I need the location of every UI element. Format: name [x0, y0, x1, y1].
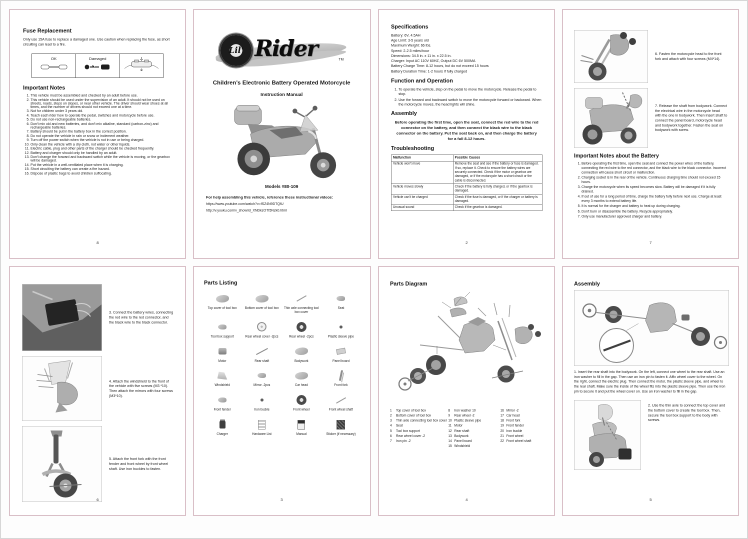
part-icon	[219, 345, 227, 358]
part-item	[283, 369, 320, 387]
motorcycle-product-image	[224, 101, 339, 180]
part-label: Panel board	[332, 359, 350, 363]
part-label: Sticker (if necessary)	[326, 432, 356, 437]
video-link-2[interactable]: http://v.youku.com/v_show/id_XNDkzOTI5Nzk0.html	[206, 209, 288, 213]
legend-item: 3 Thin axle connecting tool box cover	[389, 419, 447, 423]
spec-line: Dimensions: 34.5 in. x 11 in. x 22.5 in.	[390, 53, 451, 58]
part-label: Seat	[337, 306, 345, 310]
part-icon	[336, 394, 347, 407]
important-note-item: 2. This vehicle should be used under the supervision of an adult. It should not be used on streets, roads, steps on slopes, or near other vehicle. The driver should wear shoes at all times, and the number of drivers should not exceed one at a time.	[31, 98, 173, 109]
cover-subtitle: Instruction Manual	[260, 92, 303, 98]
part-label: Iron buckle	[254, 408, 270, 412]
fuse-damaged-cell	[76, 54, 120, 78]
causes-cell: Check if the fuse is damaged, or if the charger or battery is damaged.	[453, 194, 542, 204]
model-number: Models #80-109	[265, 184, 299, 189]
page-specifications	[378, 9, 555, 259]
part-item	[323, 394, 360, 412]
part-icon	[298, 418, 306, 431]
malfunction-cell: Vehicle moves slowly	[391, 184, 453, 194]
page-number: 7	[649, 240, 652, 245]
part-item	[204, 292, 241, 314]
part-icon	[258, 418, 266, 431]
part-label: Mirror -2pcs	[253, 383, 271, 388]
legend-item: 5 Tool box support	[389, 429, 420, 433]
spec-line: Speed: 2-2.5 miles/hour	[390, 48, 429, 53]
important-note-item: 10. Only clean the vehicle with a dry cloth, not water or other liquids.	[31, 143, 173, 147]
part-label: Bodywork	[294, 359, 309, 363]
fuse-intro-text: Only use 15A fuse to replace a damaged one. Use caution when replacing the fuse, as short circuiting can lead to a fire.	[23, 37, 170, 47]
legend-item: 22 Front wheel shaft	[499, 439, 531, 443]
important-note-item: 6. Don't mix old and new batteries, and don't mix alkaline, standard (carbon-zinc) and rechargeable batteries.	[31, 122, 173, 129]
part-icon	[295, 369, 308, 382]
legend-item: 18 Front fork	[499, 419, 520, 423]
part-icon	[220, 418, 226, 431]
specifications-title: Specifications	[390, 24, 428, 30]
part-item	[323, 345, 360, 363]
fuse-ok-icon	[39, 63, 68, 71]
part-label: Plastic sleeve pipe	[328, 334, 355, 339]
parts-legend	[390, 409, 543, 449]
important-note-item: 4. Teach each rider how to operate the pedal, switches and motorcycle before use.	[31, 114, 173, 118]
legend-item: 1 Top cover of tool box	[389, 409, 426, 413]
legend-item: 19 Front fender	[499, 424, 524, 428]
part-icon	[297, 320, 307, 333]
part-label: Rear shaft	[254, 359, 270, 363]
battery-note-item: 6. Don't burn or disassemble the battery. Recycle appropriately.	[581, 210, 727, 214]
important-note-item: 7. Battery should be put in the battery box in the correct position.	[31, 130, 173, 134]
part-item	[283, 418, 320, 436]
table-row	[391, 184, 542, 194]
page-parts-diagram	[378, 266, 555, 516]
part-icon	[297, 394, 307, 407]
step5-text: 5. Attach the front fork with the front fender and front wheel by front wheel shaft. Use iron buckles to fasten.	[109, 456, 169, 471]
legend-item: 7 Iron pin -2	[389, 439, 411, 443]
legend-item: 8 Iron washer 10	[447, 409, 476, 413]
part-item	[244, 394, 281, 412]
part-item	[244, 345, 281, 363]
part-icon	[218, 394, 227, 407]
step7-photo	[574, 88, 648, 148]
important-note-item: 8. Do not operate the vehicle in rain or snow or inclement weather.	[31, 134, 173, 138]
assembly-step2-text: 2. Use the thin axle to connect the top cover and the bottom cover to create the tool box. Then, secure the tool box support to the body with screws.	[647, 403, 725, 423]
part-item	[283, 320, 320, 338]
page-number: 3	[280, 497, 283, 502]
legend-item: 9 Rear wheel -2	[447, 414, 474, 418]
page-number: 8	[96, 240, 99, 245]
part-item	[204, 394, 241, 412]
part-item	[323, 320, 360, 338]
part-label: Charger	[216, 432, 229, 437]
causes-cell: Check if the battery is fully charged, or if the gearbox is damaged.	[453, 184, 542, 194]
part-item	[204, 345, 241, 363]
fuse-replacement-title: Fuse Replacement	[23, 28, 72, 34]
step5-photo	[22, 426, 102, 502]
battery-compartment-image	[23, 285, 102, 351]
legend-item: 14 Panel board	[447, 439, 472, 443]
fuse-holder-icon	[123, 57, 159, 72]
part-item	[323, 418, 360, 436]
manual-pages-grid	[1, 1, 747, 524]
part-icon	[337, 418, 346, 431]
causes-cell: Remove the seat and see if the battery or fuse is damaged. If so, replace it. Check to ensure the battery wires are securely connected. Check if the motor or gearbox are damaged, or if the motorcycle has a short circuit or the cable is disconnected.	[453, 161, 542, 184]
part-label: Front fender	[213, 408, 232, 412]
legend-item: 21 Front wheel	[499, 434, 523, 438]
part-icon	[296, 292, 307, 305]
causes-cell: Check if the gearbox is damaged.	[453, 205, 542, 211]
part-label: Tool box support	[210, 334, 235, 339]
assembly-warning-text: Before operating the first time, open the seat, connect the red wire to the red connector on the battery, and then connect the black wire to the black connector on the battery. Put the seat back on, and then charge the battery for a full 8-12 hours.	[394, 120, 538, 142]
important-note-item: 1. This vehicle must be assembled and checked by an adult before use.	[31, 94, 173, 98]
part-item	[204, 418, 241, 436]
function-operation-title: Function and Operation	[390, 77, 453, 84]
spec-line: Maximum Weight: 66 lbs.	[390, 43, 431, 48]
legend-item: 2 Bottom cover of tool box	[389, 414, 431, 418]
malfunction-cell: Vehicle won't move	[391, 161, 453, 184]
battery-note-item: 7. Only use manufacturer approved charger and battery.	[581, 215, 727, 219]
legend-item: 11 Motor	[447, 424, 463, 428]
spec-line: Battery Charge Time: 8-12 hours, but do not exceed 15 hours	[390, 63, 489, 69]
fuse-holder-cell	[120, 54, 163, 78]
part-item	[244, 292, 281, 314]
function-operation-list	[391, 87, 542, 107]
part-icon	[295, 345, 308, 358]
part-item	[244, 369, 281, 387]
part-icon	[256, 292, 269, 305]
part-icon	[218, 369, 228, 382]
assembly-step1-text: 1. Insert the rear shaft into the bodywork. On the left, connect one wheel to the rear shaft. Use an iron washer to fill in the gap. Then use an iron pin to fasten it. Affix wheel cover to the wheel. On the right, connect the electric plug. Then connect the motor, the plastic sleeve pipe, and wheel to the rear shaft. Make sure the inside of the wheel fits into the plastic sleeve pipe. Then use the iron pin to secure it and put the wheel cover on. Use an iron washer to fill in the gap.	[573, 370, 726, 394]
part-label: Motor	[218, 359, 227, 363]
part-label: Bottom cover of tool box	[245, 306, 280, 310]
legend-item: 15 Windshield	[447, 444, 470, 448]
part-label: Hardware List	[252, 432, 272, 437]
important-note-item: 9. Turn off the power switch when the vehicle is not in use or being charged.	[31, 139, 173, 143]
step7-text: 7. Release the shaft from bodywork. Connect the electrical wire in the motorcycle head with the one in bodywork. Then insert shaft to connect the panel board, motorcycle head and bodywork together. Fasten the seat on bodywork with screw.	[654, 103, 727, 133]
parts-grid	[204, 292, 359, 437]
spec-lines	[391, 33, 542, 74]
important-note-item: 15. Short circuiting the battery can create a fire hazard.	[31, 168, 173, 172]
part-icon	[257, 320, 267, 333]
step3-photo	[22, 284, 102, 351]
battery-notes-list	[574, 162, 727, 219]
page-fuse-replacement	[9, 9, 186, 259]
logo-rider-text: Rider	[254, 36, 318, 62]
toolbox-photo	[574, 400, 641, 470]
part-item	[244, 418, 281, 436]
rear-axle-exploded-image	[574, 291, 728, 366]
important-note-item: 3. Not for children under 3 years old.	[31, 110, 173, 114]
table-header-malfunction: Malfunction	[391, 155, 453, 161]
spec-line: Battery Duration Time: 1-2 hours if fully charged	[390, 68, 467, 74]
part-icon	[258, 369, 267, 382]
rear-axle-diagram	[574, 290, 729, 366]
part-icon	[337, 345, 346, 358]
assembly-section-title: Assembly	[390, 110, 417, 117]
table-row	[391, 205, 542, 211]
part-label: Thin axle connecting tool box cover	[284, 306, 320, 314]
page-parts-listing	[193, 266, 370, 516]
important-note-item: 11. Electric cable, plug and other parts of the charger should be checked frequently.	[31, 147, 173, 151]
battery-note-item: 3. Charge the motorcycle when its speed becomes slow. Battery will be damaged if it is fully drained.	[581, 186, 727, 195]
assembly-title: Assembly	[573, 281, 600, 287]
spec-line: Age Limit: 3-5 years old	[390, 38, 429, 43]
function-item: 1. To operate the vehicle, step on the pedal to move the motorcycle. Release the pedal to stop.	[398, 87, 542, 97]
important-note-item: 16. Dispose of plastic bags to avoid children suffocating.	[31, 172, 173, 176]
fuse-ok-label: OK	[50, 56, 57, 62]
malfunction-cell: Vehicle can't be charged	[391, 194, 453, 204]
page-number: 2	[465, 240, 468, 245]
part-label: Front wheel	[293, 408, 310, 412]
legend-column-3	[500, 409, 543, 449]
important-note-item: 12. Battery and charger should only be handled by an adult.	[31, 151, 173, 155]
legend-item: 17 Car head	[499, 414, 520, 418]
part-icon	[340, 320, 343, 333]
cover-title: Children's Electronic Battery Operated Motorcycle	[213, 80, 351, 86]
page-number: 5	[649, 497, 652, 502]
part-label: Rear wheel -2pcs	[289, 334, 314, 339]
step6-photo	[574, 30, 648, 83]
part-label: Front wheel shaft	[329, 408, 354, 412]
spec-line: Battery: 6V, 4.5AH	[390, 33, 420, 38]
page-assembly-steps-1-2	[562, 266, 739, 516]
page-number: 6	[96, 497, 99, 502]
legend-item: 20 Iron buckle	[499, 429, 522, 433]
fuse-ok-cell	[32, 54, 76, 78]
part-icon	[256, 345, 269, 358]
battery-note-item: 4. If out of use for a long period of time, charge the battery fully before next use. Charge at least every 3 months to extend battery life.	[581, 195, 727, 204]
part-item	[204, 369, 241, 387]
page-number: 4	[465, 497, 468, 502]
legend-column-1	[390, 409, 448, 449]
page-assembly-steps-3-5	[9, 266, 186, 516]
part-item	[283, 292, 320, 314]
toolbox-assembly-image	[574, 401, 640, 470]
important-notes-title: Important Notes	[23, 85, 66, 92]
function-item: 2. Use the forward and backward switch to move the motorcycle forward or backward. When the motorcycle moves, the head lights will shine.	[398, 97, 542, 107]
part-icon	[216, 292, 229, 305]
step4-photo	[22, 356, 102, 421]
step3-text: 3. Connect the battery wires, connecting the red wire to the red connector, and the black wire to the black connector.	[109, 310, 174, 325]
table-row	[391, 161, 542, 184]
part-item	[283, 345, 320, 363]
part-icon	[218, 320, 227, 333]
battery-note-item: 2. Charging socket is in the rear of the vehicle. Continuous charging time should not exceed 15 hours.	[581, 176, 727, 185]
lil-rider-logo	[207, 32, 357, 71]
fuse-damaged-icon	[83, 63, 112, 71]
front-fork-wheel-image	[23, 427, 102, 502]
important-notes-list	[23, 94, 172, 175]
legend-column-2	[448, 409, 500, 449]
troubleshooting-title: Troubleshooting	[390, 145, 434, 152]
part-label: Car head	[295, 383, 309, 388]
legend-item: 16 Mirror -2	[499, 409, 519, 413]
motorcycle-body-image	[574, 89, 647, 148]
assembly-help-text: For help assembling this vehicle, reference these instructional videos:	[206, 195, 334, 200]
exploded-parts-diagram	[390, 290, 543, 405]
page-battery-notes	[562, 9, 739, 259]
table-header-causes: Possible Causes	[453, 155, 542, 161]
parts-diagram-title: Parts Diagram	[389, 281, 427, 287]
fuse-diagram-box	[32, 54, 164, 79]
part-label: Top cover of tool box	[208, 306, 238, 310]
troubleshooting-table	[391, 155, 542, 211]
battery-notes-title: Important Notes about the Battery	[573, 153, 659, 159]
battery-note-item: 5. It is normal for the charger and battery to heat up during charging.	[581, 205, 727, 209]
logo-lil-text: Lil'	[228, 45, 244, 56]
part-item	[323, 369, 360, 387]
fuse-damaged-label: Damaged	[88, 56, 107, 62]
table-row	[391, 194, 542, 204]
part-icon	[337, 292, 346, 305]
part-label: Rear wheel cover -2pcs	[245, 334, 279, 339]
part-icon	[261, 394, 264, 407]
important-note-item: 14. Put the vehicle in a well-ventilated place when it is charging.	[31, 163, 173, 167]
malfunction-cell: Unusual sound	[391, 205, 453, 211]
legend-item: 13 Bodywork	[447, 434, 469, 438]
part-item	[204, 320, 241, 338]
battery-note-item: 1. Before operating the first time, open the seat and connect the power wires of the battery, connecting the red wire to the red connector, and the black wire to the black connector. Incorrect connection will cause short circuit or malfunction.	[581, 162, 727, 175]
step6-text: 6. Fasten the motorcycle head to the front fork and attach with four screws (M4*14).	[654, 51, 722, 61]
parts-listing-title: Parts Listing	[204, 280, 238, 286]
step4-text: 4. Attach the windshield to the front of the vehicle with five screws (M3 *10). Then attach the mirrors with four screws (M3*10).	[109, 378, 173, 398]
windshield-attachment-image	[23, 357, 102, 421]
important-note-item: 5. Do not use non-rechargeable batteries.	[31, 118, 173, 122]
spec-line: Charger: Input AC 110V 60HZ, Output DC 6V 500MA	[390, 58, 475, 64]
part-label: Windshield	[214, 383, 231, 388]
part-item	[244, 320, 281, 338]
legend-item: 6 Rear wheel cover -2	[389, 434, 425, 438]
part-label: Manual	[296, 432, 307, 437]
legend-item: 12 Rear shaft	[447, 429, 469, 433]
part-icon	[340, 369, 342, 382]
part-item	[283, 394, 320, 412]
troubleshooting-rows	[391, 161, 542, 211]
video-link-1[interactable]: https://www.youtube.com/watch?v=fSZ4N9DTQfU	[206, 202, 284, 206]
motorcycle-head-fork-image	[574, 31, 647, 83]
important-note-item: 13. Don't change the forward and backward switch while the vehicle is moving, or the gearbox will be damaged.	[31, 156, 173, 163]
trademark-symbol: TM	[338, 58, 344, 62]
part-label: Front fork	[334, 383, 348, 388]
page-cover	[193, 9, 370, 259]
legend-item: 4 Seat	[389, 424, 403, 428]
part-item	[323, 292, 360, 314]
legend-item: 10 Plastic sleeve pipe	[447, 419, 481, 423]
